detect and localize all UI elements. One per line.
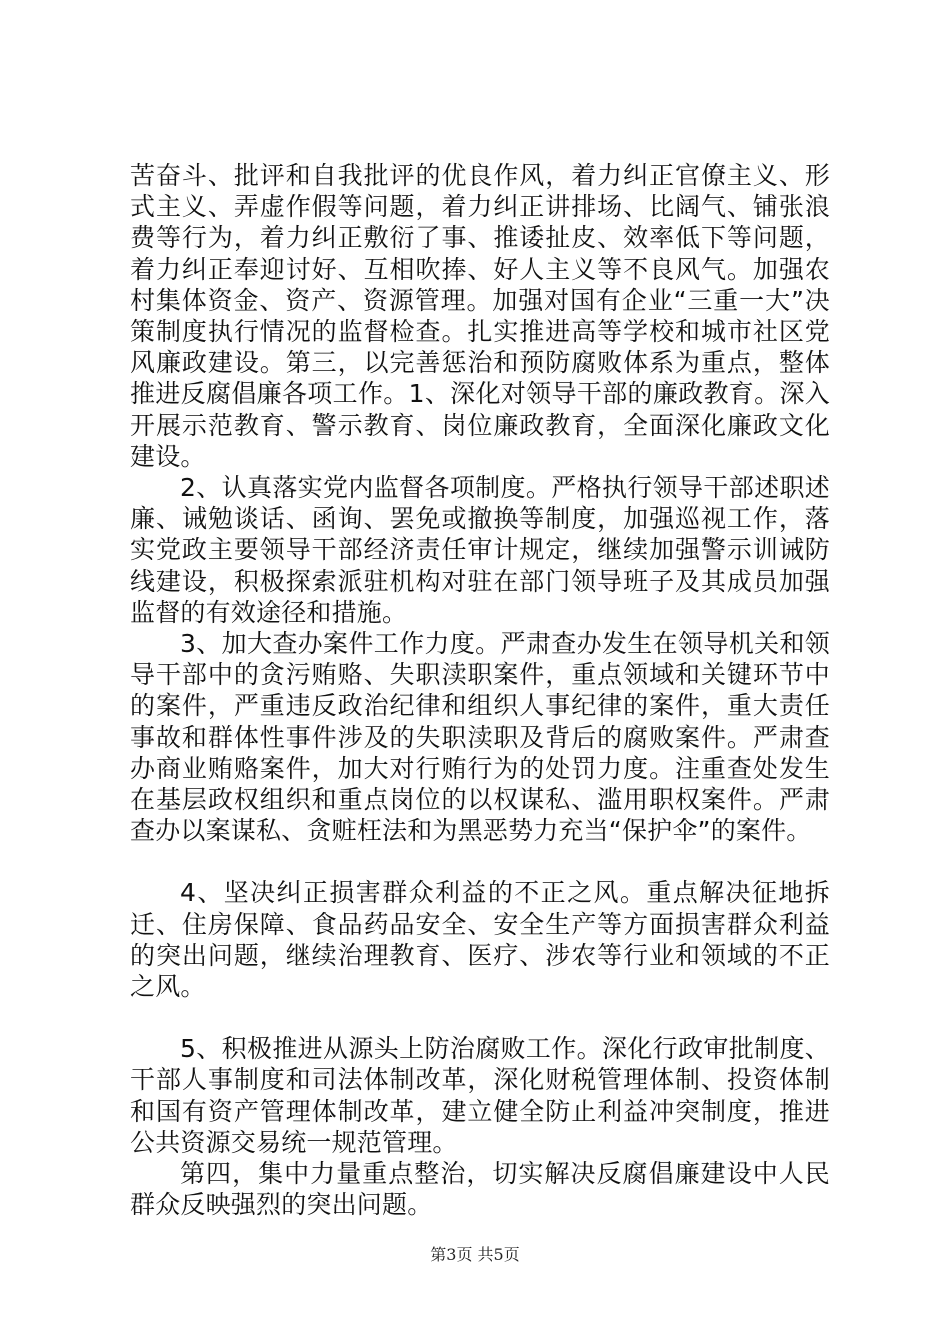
paragraph-item-2: 2、认真落实党内监督各项制度。严格执行领导干部述职述廉、诫勉谈话、函询、罢免或撤换等制度，加强巡视工作，落实党政主要领导干部经济责任审计规定，继续加强警示训诫防线建设，积极探索派驻机构对驻在部门领导班子及其成员加强监督的有效途径和措施。: [130, 473, 830, 627]
paragraph-item-3: 3、加大查办案件工作力度。严肃查办发生在领导机关和领导干部中的贪污贿赂、失职渎职案件，重点领域和关键环节中的案件，严重违反政治纪律和组织人事纪律的案件，重大责任事故和群体性事件涉及的失职渎职及背后的腐败案件。严肃查办商业贿赂案件，加大对行贿行为的处罚力度。注重查处发生在基层政权组织和重点岗位的以权谋私、滥用职权案件。严肃查办以案谋私、贪赃枉法和为黑恶势力充当“保护伞”的案件。: [130, 629, 830, 846]
paragraph-fourth: 第四，集中力量重点整治，切实解决反腐倡廉建设中人民群众反映强烈的突出问题。: [130, 1159, 830, 1220]
page-number: 第3页 共5页: [430, 1245, 520, 1264]
paragraph-item-5: 5、积极推进从源头上防治腐败工作。深化行政审批制度、干部人事制度和司法体制改革，深化财税管理体制、投资体制和国有资产管理体制改革，建立健全防止利益冲突制度，推进公共资源交易统一规范管理。: [130, 1034, 830, 1157]
paragraph-continuation: 苦奋斗、批评和自我批评的优良作风，着力纠正官僚主义、形式主义、弄虚作假等问题，着力纠正讲排场、比阔气、铺张浪费等行为，着力纠正敷衍了事、推诿扯皮、效率低下等问题，着力纠正奉迎讨好、互相吹捧、好人主义等不良风气。加强农村集体资金、资产、资源管理。加强对国有企业“三重一大”决策制度执行情况的监督检查。扎实推进高等学校和城市社区党风廉政建设。第三，以完善惩治和预防腐败体系为重点，整体推进反腐倡廉各项工作。1、深化对领导干部的廉政教育。深入开展示范教育、警示教育、岗位廉政教育，全面深化廉政文化建设。: [130, 161, 830, 471]
paragraph-item-4: 4、坚决纠正损害群众利益的不正之风。重点解决征地拆迁、住房保障、食品药品安全、安全生产等方面损害群众利益的突出问题，继续治理教育、医疗、涉农等行业和领域的不正之风。: [130, 878, 830, 1002]
document-body: [130, 160, 830, 1221]
